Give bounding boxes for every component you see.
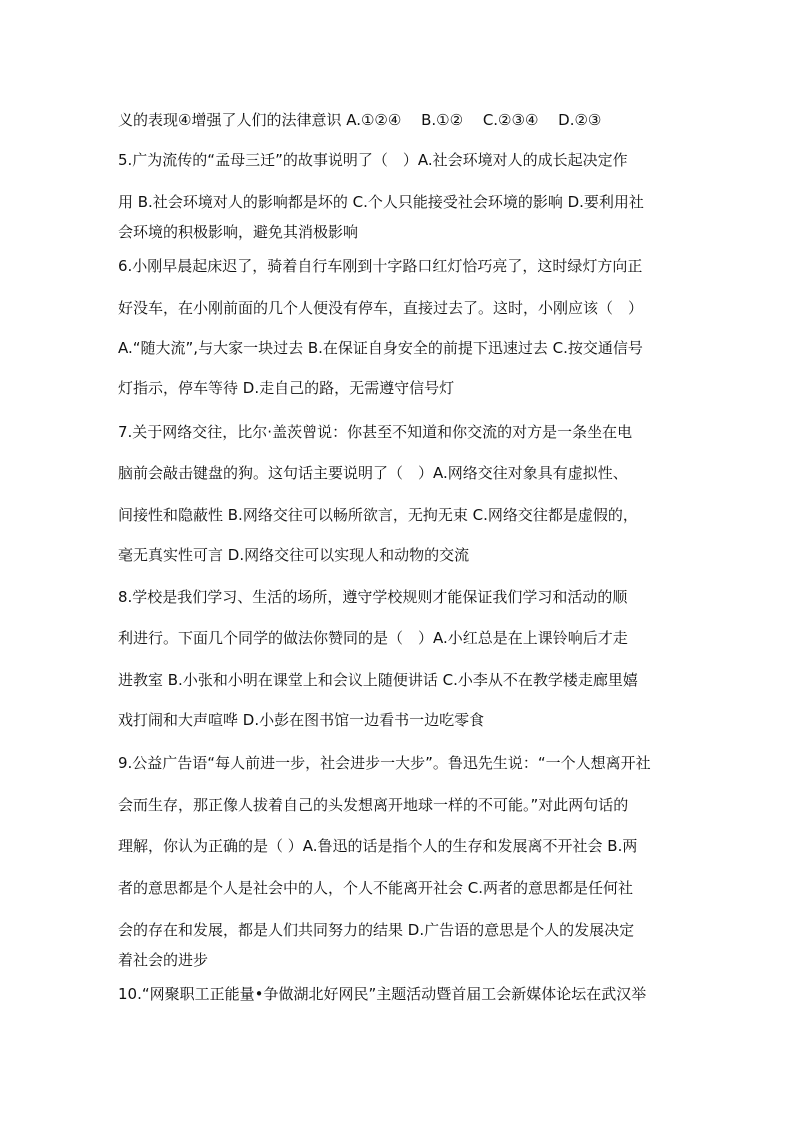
question-7-line-4: 毫无真实性可言 D.网络交往可以实现人和动物的交流 (118, 546, 470, 564)
question-5-line-1: 5.广为流传的“孟母三迁”的故事说明了（ ）A.社会环境对人的成长起决定作 (118, 151, 628, 169)
question-10-line-1: 10.“网聚职工正能量•争做湖北好网民”主题活动暨首届工会新媒体论坛在武汉举 (118, 985, 647, 1003)
question-9-line-1: 9.公益广告语“每人前进一步，社会进步一大步”。鲁迅先生说：“一个人想离开社 (118, 754, 651, 772)
question-6-line-4: 灯指示，停车等待 D.走自己的路，无需遵守信号灯 (118, 379, 455, 397)
question-9-line-6: 着社会的进步 (118, 951, 209, 969)
question-9-line-2: 会而生存，那正像人拔着自己的头发想离开地球一样的不可能。”对此两句话的 (118, 796, 629, 814)
question-7-line-2: 脑前会敲击键盘的狗。这句话主要说明了（ ）A.网络交往对象具有虚拟性、 (118, 464, 628, 482)
text-line-1: 义的表现④增强了人们的法律意识 A.①②④ B.①② C.②③④ D.②③ (118, 111, 602, 129)
question-7-line-1: 7.关于网络交往，比尔·盖茨曾说：你甚至不知道和你交流的对方是一条坐在电 (118, 423, 633, 441)
question-8-line-3: 进教室 B.小张和小明在课堂上和会议上随便讲话 C.小李从不在教学楼走廊里嬉 (118, 671, 638, 689)
question-6-line-1: 6.小刚早晨起床迟了，骑着自行车刚到十字路口红灯恰巧亮了，这时绿灯方向正 (118, 257, 643, 275)
question-6-line-2: 好没车，在小刚前面的几个人便没有停车，直接过去了。这时，小刚应该（ ） (118, 299, 644, 317)
question-7-line-3: 间接性和隐蔽性 B.网络交往可以畅所欲言，无拘无束 C.网络交往都是虚假的， (118, 506, 638, 524)
question-5-line-2: 用 B.社会环境对人的影响都是坏的 C.个人只能接受社会环境的影响 D.要利用社 (118, 193, 644, 211)
question-9-line-5: 会的存在和发展，都是人们共同努力的结果 D.广告语的意思是个人的发展决定 (118, 921, 635, 939)
question-9-line-3: 理解，你认为正确的是（ ）A.鲁迅的话是指个人的生存和发展离不开社会 B.两 (118, 837, 638, 855)
question-8-line-4: 戏打闹和大声喧哗 D.小彭在图书馆一边看书一边吃零食 (118, 711, 485, 729)
question-6-line-3: A.“随大流”,与大家一块过去 B.在保证自身安全的前提下迅速过去 C.按交通信号 (118, 339, 643, 357)
question-5-line-3: 会环境的积极影响，避免其消极影响 (118, 223, 359, 241)
question-8-line-2: 利进行。下面几个同学的做法你赞同的是（ ）A.小红总是在上课铃响后才走 (118, 629, 628, 647)
question-9-line-4: 者的意思都是个人是社会中的人，个人不能离开社会 C.两者的意思都是任何社 (118, 879, 634, 897)
question-8-line-1: 8.学校是我们学习、生活的场所，遵守学校规则才能保证我们学习和活动的顺 (118, 588, 628, 606)
